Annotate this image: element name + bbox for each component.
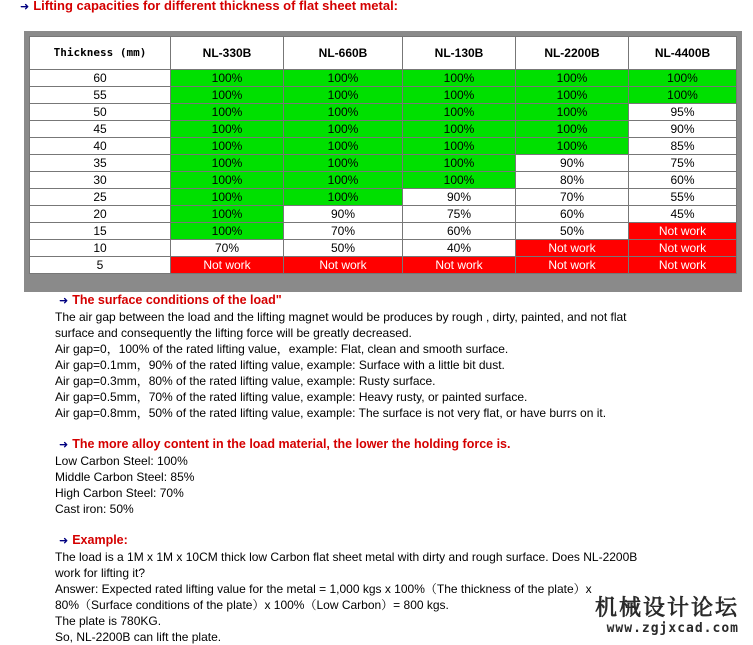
column-header-model: NL-660B	[284, 37, 403, 70]
surface-line: Air gap=0.5mm，70% of the rated lifting value, example: Heavy rusty, or painted surface.	[55, 390, 528, 404]
capacity-cell: 90%	[629, 121, 737, 138]
thickness-cell: 10	[30, 240, 171, 257]
site-watermark	[595, 595, 739, 636]
capacity-cell: 100%	[284, 87, 403, 104]
section-title: ➜ Example:	[59, 533, 128, 547]
table-row	[30, 206, 737, 223]
example-line: So, NL-2200B can lift the plate.	[55, 630, 222, 644]
capacity-cell: 100%	[171, 70, 284, 87]
capacity-cell: 100%	[284, 155, 403, 172]
capacity-cell: 60%	[629, 172, 737, 189]
thickness-cell: 25	[30, 189, 171, 206]
capacity-cell: 70%	[171, 240, 284, 257]
column-header-model: NL-2200B	[516, 37, 629, 70]
arrow-right-icon: ➜	[59, 535, 69, 547]
table-row	[30, 70, 737, 87]
surface-line: Air gap=0，100% of the rated lifting value，example: Flat, clean and smooth surface.	[55, 342, 509, 356]
example-line: work for lifting it?	[55, 566, 146, 580]
surface-line: surface and consequently the lifting force will be greatly decreased.	[55, 326, 412, 340]
thickness-cell: 35	[30, 155, 171, 172]
table-row	[30, 240, 737, 257]
capacity-cell: 100%	[403, 70, 516, 87]
thickness-cell: 40	[30, 138, 171, 155]
table-row	[30, 104, 737, 121]
capacity-cell: 100%	[284, 138, 403, 155]
capacity-cell: 75%	[629, 155, 737, 172]
capacity-cell: 100%	[284, 70, 403, 87]
capacity-cell: 100%	[171, 121, 284, 138]
capacity-cell: 40%	[403, 240, 516, 257]
column-header-thickness: Thickness (mm)	[30, 37, 171, 70]
capacity-cell: Not work	[629, 223, 737, 240]
alloy-line: Middle Carbon Steel: 85%	[55, 470, 195, 484]
table-row	[30, 121, 737, 138]
capacity-cell: Not work	[516, 257, 629, 274]
page-heading	[20, 0, 398, 15]
capacity-cell: 70%	[516, 189, 629, 206]
table-row	[30, 257, 737, 274]
capacity-cell: 90%	[403, 189, 516, 206]
table-row	[30, 189, 737, 206]
capacity-cell: 100%	[171, 223, 284, 240]
capacity-cell: 100%	[403, 138, 516, 155]
capacity-cell: 100%	[284, 121, 403, 138]
capacity-cell: 55%	[629, 189, 737, 206]
alloy-line: High Carbon Steel: 70%	[55, 486, 184, 500]
capacity-cell: 70%	[284, 223, 403, 240]
column-header-model: NL-130B	[403, 37, 516, 70]
capacity-cell: 100%	[516, 104, 629, 121]
capacity-cell: 100%	[171, 189, 284, 206]
capacity-cell: 100%	[516, 121, 629, 138]
capacity-cell: 100%	[516, 138, 629, 155]
capacity-table-frame	[24, 31, 742, 292]
table-body	[30, 70, 737, 274]
arrow-right-icon: ➜	[59, 295, 69, 307]
alloy-line: Low Carbon Steel: 100%	[55, 454, 188, 468]
thickness-cell: 45	[30, 121, 171, 138]
heading-text: Lifting capacities for different thickness of flat sheet metal:	[33, 0, 399, 13]
capacity-cell: Not work	[171, 257, 284, 274]
capacity-cell: 60%	[516, 206, 629, 223]
table-row	[30, 155, 737, 172]
capacity-cell: 100%	[516, 70, 629, 87]
capacity-cell: 100%	[629, 87, 737, 104]
capacity-cell: 90%	[516, 155, 629, 172]
table-row	[30, 138, 737, 155]
capacity-cell: 100%	[284, 172, 403, 189]
capacity-cell: 100%	[171, 206, 284, 223]
table-row	[30, 87, 737, 104]
example-line: The plate is 780KG.	[55, 614, 162, 628]
surface-section	[55, 292, 745, 421]
capacity-cell: 100%	[171, 104, 284, 121]
capacity-cell: 100%	[171, 87, 284, 104]
surface-line: The air gap between the load and the lifting magnet would be produces by rough , dirty, painted, and not flat	[55, 310, 627, 324]
thickness-cell: 15	[30, 223, 171, 240]
capacity-cell: 100%	[284, 189, 403, 206]
capacity-cell: 100%	[171, 155, 284, 172]
column-header-model: NL-4400B	[629, 37, 737, 70]
alloy-line: Cast iron: 50%	[55, 502, 134, 516]
surface-line: Air gap=0.3mm，80% of the rated lifting value, example: Rusty surface.	[55, 374, 436, 388]
capacity-cell: 50%	[516, 223, 629, 240]
thickness-cell: 50	[30, 104, 171, 121]
example-line: Answer: Expected rated lifting value for the metal = 1,000 kgs x 100%（The thickness of the plate）x	[55, 582, 592, 596]
capacity-cell: 50%	[284, 240, 403, 257]
capacity-cell: 95%	[629, 104, 737, 121]
capacity-cell: 100%	[171, 172, 284, 189]
thickness-cell: 60	[30, 70, 171, 87]
capacity-cell: Not work	[516, 240, 629, 257]
surface-line: Air gap=0.8mm，50% of the rated lifting value, example: The surface is not very flat, or have burrs on it.	[55, 406, 607, 420]
capacity-cell: Not work	[284, 257, 403, 274]
thickness-cell: 30	[30, 172, 171, 189]
arrow-right-icon: ➜	[20, 1, 30, 13]
capacity-cell: Not work	[629, 257, 737, 274]
capacity-cell: 100%	[284, 104, 403, 121]
example-line: 80%（Surface conditions of the plate）x 100%（Low Carbon）= 800 kgs.	[55, 598, 449, 612]
capacity-cell: 80%	[516, 172, 629, 189]
thickness-cell: 5	[30, 257, 171, 274]
capacity-cell: 85%	[629, 138, 737, 155]
watermark-title: 机械设计论坛	[594, 595, 739, 620]
capacity-cell: Not work	[403, 257, 516, 274]
table-row	[30, 223, 737, 240]
capacity-table	[29, 36, 737, 274]
capacity-cell: 100%	[403, 155, 516, 172]
capacity-cell: 100%	[403, 104, 516, 121]
column-header-model: NL-330B	[171, 37, 284, 70]
capacity-cell: 100%	[629, 70, 737, 87]
example-line: The load is a 1M x 1M x 10CM thick low Carbon flat sheet metal with dirty and rough surface. Does NL-2200B	[55, 550, 638, 564]
surface-line: Air gap=0.1mm，90% of the rated lifting value, example: Surface with a little bit dust.	[55, 358, 505, 372]
arrow-right-icon: ➜	[59, 439, 69, 451]
watermark-url: www.zgjxcad.com	[606, 621, 739, 636]
capacity-cell: 100%	[403, 121, 516, 138]
capacity-cell: 100%	[403, 87, 516, 104]
thickness-cell: 20	[30, 206, 171, 223]
table-row	[30, 172, 737, 189]
capacity-cell: 75%	[403, 206, 516, 223]
section-title: ➜ The surface conditions of the load"	[59, 293, 282, 307]
section-title: ➜ The more alloy content in the load material, the lower the holding force is.	[59, 437, 511, 451]
capacity-cell: 60%	[403, 223, 516, 240]
thickness-cell: 55	[30, 87, 171, 104]
capacity-cell: 100%	[516, 87, 629, 104]
capacity-cell: 90%	[284, 206, 403, 223]
capacity-cell: 100%	[171, 138, 284, 155]
alloy-section	[55, 436, 745, 517]
capacity-cell: Not work	[629, 240, 737, 257]
table-header-row	[30, 37, 737, 70]
capacity-cell: 45%	[629, 206, 737, 223]
capacity-cell: 100%	[403, 172, 516, 189]
